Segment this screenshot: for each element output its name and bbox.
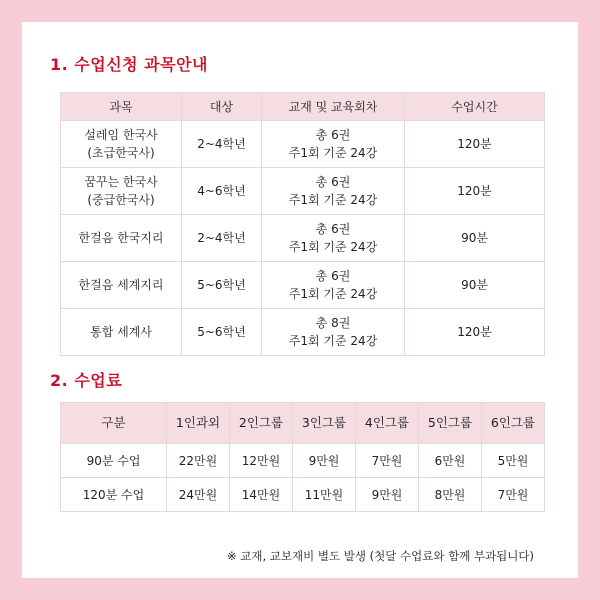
time-cell: 90분 xyxy=(405,215,545,262)
header-1-person: 1인과외 xyxy=(167,403,230,444)
lesson-count: 주1회 기준 24강 xyxy=(288,146,378,160)
header-3-group: 3인그룹 xyxy=(293,403,356,444)
header-2-group: 2인그룹 xyxy=(230,403,293,444)
book-count: 총 6권 xyxy=(315,222,351,236)
table-row xyxy=(61,262,545,309)
subject-cell: 한걸음 한국지리 xyxy=(61,215,182,262)
price-cell: 5만원 xyxy=(482,444,545,478)
table-row xyxy=(61,121,545,168)
price-cell: 22만원 xyxy=(167,444,230,478)
price-cell: 7만원 xyxy=(482,478,545,512)
price-cell: 7만원 xyxy=(356,444,419,478)
price-cell: 11만원 xyxy=(293,478,356,512)
lesson-count: 주1회 기준 24강 xyxy=(288,287,378,301)
table-row xyxy=(61,444,545,478)
table-row xyxy=(61,478,545,512)
price-cell: 9만원 xyxy=(293,444,356,478)
subject-cell xyxy=(61,168,182,215)
book-count: 총 6권 xyxy=(315,269,351,283)
target-cell: 2~4학년 xyxy=(182,215,262,262)
time-cell: 90분 xyxy=(405,262,545,309)
header-books: 교재 및 교육회차 xyxy=(262,93,405,121)
time-cell: 120분 xyxy=(405,168,545,215)
subject-cell: 한걸음 세계지리 xyxy=(61,262,182,309)
info-card xyxy=(22,22,578,578)
target-cell: 5~6학년 xyxy=(182,262,262,309)
price-cell: 6만원 xyxy=(419,444,482,478)
lesson-count: 주1회 기준 24강 xyxy=(288,334,378,348)
lesson-count: 주1회 기준 24강 xyxy=(288,193,378,207)
subject-name: 설레임 한국사 xyxy=(84,128,158,142)
books-cell xyxy=(262,168,405,215)
fee-table-header xyxy=(61,403,545,444)
books-cell xyxy=(262,121,405,168)
subject-level: (중급한국사) xyxy=(87,193,155,207)
header-time: 수업시간 xyxy=(405,93,545,121)
book-count: 총 6권 xyxy=(315,175,351,189)
header-subject: 과목 xyxy=(61,93,182,121)
books-cell xyxy=(262,309,405,356)
table-row xyxy=(61,168,545,215)
lesson-type-cell: 90분 수업 xyxy=(61,444,167,478)
header-6-group: 6인그룹 xyxy=(482,403,545,444)
book-count: 총 6권 xyxy=(315,128,351,142)
fee-table xyxy=(60,402,545,512)
target-cell: 5~6학년 xyxy=(182,309,262,356)
subject-cell xyxy=(61,121,182,168)
header-target: 대상 xyxy=(182,93,262,121)
header-category: 구분 xyxy=(61,403,167,444)
table-row xyxy=(61,215,545,262)
subject-name: 꿈꾸는 한국사 xyxy=(84,175,158,189)
price-cell: 14만원 xyxy=(230,478,293,512)
header-5-group: 5인그룹 xyxy=(419,403,482,444)
time-cell: 120분 xyxy=(405,121,545,168)
books-cell xyxy=(262,215,405,262)
lesson-type-cell: 120분 수업 xyxy=(61,478,167,512)
price-cell: 9만원 xyxy=(356,478,419,512)
price-cell: 24만원 xyxy=(167,478,230,512)
target-cell: 4~6학년 xyxy=(182,168,262,215)
price-cell: 12만원 xyxy=(230,444,293,478)
subject-level: (초급한국사) xyxy=(87,146,155,160)
time-cell: 120분 xyxy=(405,309,545,356)
book-count: 총 8권 xyxy=(315,316,351,330)
course-table-header xyxy=(61,93,545,121)
table-row xyxy=(61,309,545,356)
course-table xyxy=(60,92,545,356)
section-title-courses: 1. 수업신청 과목안내 xyxy=(50,55,208,74)
header-4-group: 4인그룹 xyxy=(356,403,419,444)
materials-fee-note: ※ 교재, 교보재비 별도 발생 (첫달 수업료와 함께 부과됩니다) xyxy=(226,549,534,563)
books-cell xyxy=(262,262,405,309)
lesson-count: 주1회 기준 24강 xyxy=(288,240,378,254)
price-cell: 8만원 xyxy=(419,478,482,512)
target-cell: 2~4학년 xyxy=(182,121,262,168)
subject-cell: 통합 세계사 xyxy=(61,309,182,356)
section-title-fees: 2. 수업료 xyxy=(50,371,123,390)
